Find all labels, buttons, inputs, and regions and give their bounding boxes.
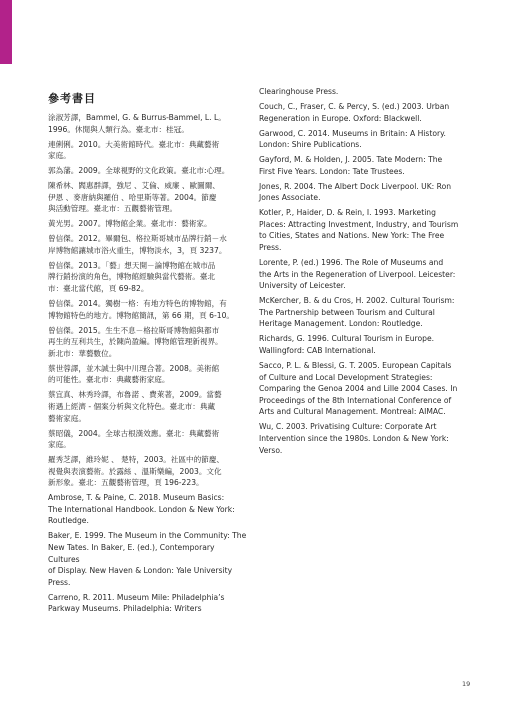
reference-entry: 陳希林、閻惠群譯，強尼 、艾倫、威廉 、歐圖爾、 伊恩 、麥唐納與羅伯 、哈里斯等著。2004。節慶 與活動管理。臺北市：五觀藝術管理。 [48, 181, 220, 214]
reference-entry: 連俐俐。2010。大美術館時代。臺北市：典藏藝術 家庭。 [48, 139, 220, 161]
reference-entry: Couch, C., Fraser, C. & Percy, S. (ed.) 2003. Urban Regeneration in Europe. Oxford: Blackwell. [259, 101, 450, 123]
reference-entry: 黃光男。2007。博物館企業。臺北市：藝術家。 [48, 219, 212, 229]
reference-entry: Ambrose, T. & Paine, C. 2018. Museum Basics: The International Handbook. London & New York: Routledge. [48, 493, 235, 526]
reference-entry: Jones, R. 2004. The Albert Dock Liverpool. UK: Ron Jones Associate. [259, 181, 452, 203]
page-number: 19 [462, 680, 471, 688]
reference-entry: 曾信傑。2014。獨樹一格：有地方特色的博物館，有 博物館特色的地方。博物館簡訊，第 66 期，頁 6-10。 [48, 299, 235, 320]
chapter-color-tab [0, 0, 12, 64]
reference-entry: 羅秀芝譯，維玲妮 、 楚特，2003。社區中的節慶、 視覺與表演藝術。於露絲 、溫斯樂編，2003。文化 新形象。臺北：五觀藝術管理，頁 196-223。 [48, 455, 225, 488]
reference-entry: Sacco, P. L. & Blessi, G. T. 2005. European Capitals of Culture and Local Development Strategies: Comparing the Genoa 2004 and Lille 2004 Cases. In Proceedings of the 8th International Conference of Arts and Cultural Management. Montreal: AIMAC. [259, 360, 458, 417]
reference-entry: McKercher, B. & du Cros, H. 2002. Cultural Tourism: The Partnership between Tourism and Cultural Heritage Management. London: Routledge. [259, 296, 455, 329]
reference-entry: 蔡世蓉譯，並木誠士與中川理合著。2008。美術館 的可能性。臺北市：典藏藝術家庭。 [48, 363, 220, 385]
reference-entry: 曾信傑。2015。生生不息－格拉斯哥博物館與都市 再生的互利共生，於陳尚盈編。博物館管理新視界。 新北市：華藝數位。 [48, 325, 223, 358]
reference-entry: 郭為藩。2009。全球視野的文化政策。臺北市:心理。 [48, 166, 230, 176]
reference-entry: Richards, G. 1996. Cultural Tourism in Europe. Wallingford: CAB International. [259, 334, 435, 355]
reference-entry: Clearinghouse Press. [259, 87, 339, 96]
reference-entry: 蔡昭儀，2004。全球古根漢效應。臺北：典藏藝術 家庭。 [48, 428, 220, 450]
bibliography-heading: 參考書目 [48, 92, 96, 105]
reference-entry: Garwood, C. 2014. Museums in Britain: A History. London: Shire Publications. [259, 128, 446, 150]
reference-entry: 涂淑芳譯，Bammel, G. & Burrus-Bammel, L. L。 1996。休閒與人類行為。臺北市：桂冠。 [48, 113, 226, 134]
reference-entry: Carreno, R. 2011. Museum Mile: Philadelphia’s Parkway Museums. Philadelphia: Writers [48, 592, 225, 614]
reference-entry: 蔡宜真、林秀玲譯，布魯諾 、費萊著，2009。當藝 術遇上經濟 - 個案分析與文化特色。臺北市：典藏 藝術家庭。 [48, 390, 222, 423]
reference-entry: Baker, E. 1999. The Museum in the Community: The New Tates. In Baker, E. (ed.), Contemporary Cultures of Display. New Haven & London: Yale University Press. [48, 531, 247, 587]
reference-entry: 曾信傑。2012。畢爾包、格拉斯哥城市品牌行銷－水 岸博物館讓城市浴火重生，博物淡水，3，頁 3237。 [48, 234, 227, 255]
reference-entry: Wu, C. 2003. Privatising Culture: Corporate Art Intervention since the 1980s. London & New York: Verso. [259, 422, 449, 455]
reference-entry: 曾信傑。2013。「藝」想天開－論博物館在城市品 牌行銷扮演的角色，博物館經驗與當代藝術。臺北 市：臺北當代館，頁 69-82。 [48, 260, 216, 294]
reference-entry: Gayford, M. & Holden, J. 2005. Tate Modern: The First Five Years. London: Tate Trustees. [259, 155, 443, 176]
reference-entry: Kotler, P., Haider, D. & Rein, I. 1993. Marketing Places: Attracting Investment, Industry, and Tourism to Cities, States and Nations. New York: The Free Press. [259, 208, 459, 253]
bibliography-right-column [259, 86, 464, 460]
bibliography-left-column [48, 112, 248, 618]
reference-entry: Lorente, P. (ed.) 1996. The Role of Museums and the Arts in the Regeneration of Liverpool. Leicester: University of Leicester. [259, 258, 456, 291]
